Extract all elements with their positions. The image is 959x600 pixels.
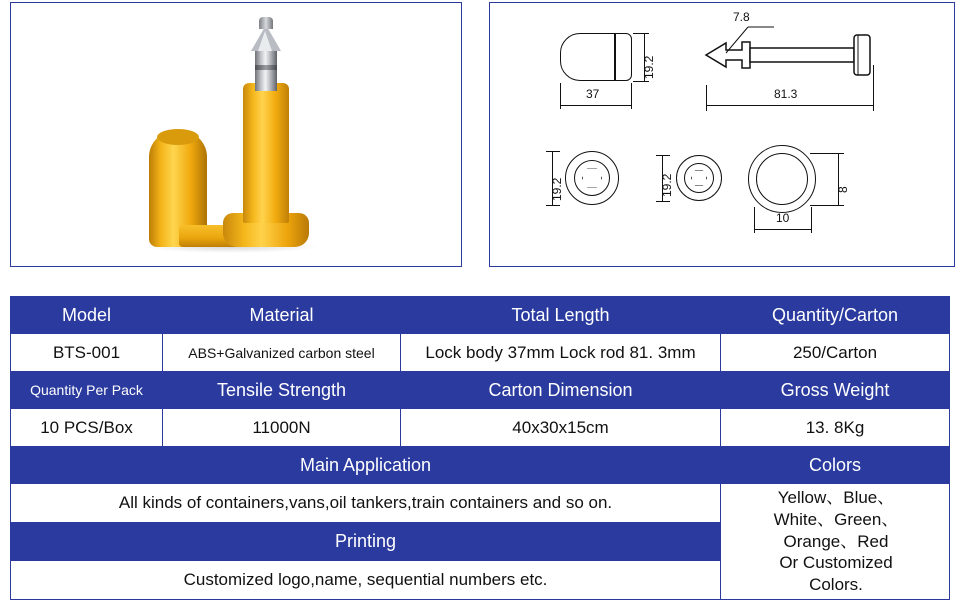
dim-line-total-length [706,105,874,106]
colors-line-1: Yellow、Blue、 [777,488,895,507]
dim-line-bore-depth [838,153,839,205]
value-tensile-strength: 11000N [163,409,401,447]
dim-ext-bore-top [810,153,844,154]
header-printing: Printing [11,522,721,560]
value-main-application: All kinds of containers,vans,oil tankers,train containers and so on. [11,484,721,523]
bolt-seal-photo [11,3,461,266]
colors-line-2: White、Green、 [773,509,899,529]
header-quantity-per-pack: Quantity Per Pack [11,372,163,409]
technical-drawing-panel [489,2,955,267]
dim-line-bore-dia [754,229,812,230]
value-model: BTS-001 [11,334,163,372]
image-panels [0,0,959,272]
header-model: Model [11,297,163,334]
dim-text-lockbody-diameter: 19.2 [642,55,656,79]
value-quantity-per-pack: 10 PCS/Box [11,409,163,447]
table-row-main-application-value [11,484,950,523]
seal-metal-pin-shaft [255,49,277,91]
value-printing: Customized logo,name, sequential numbers etc. [11,560,721,599]
lock-body-end-line [614,33,616,81]
product-photo-panel [10,2,462,267]
dim-text-lockbody-length: 37 [586,87,600,101]
value-quantity-carton: 250/Carton [721,334,950,372]
dim-text-front-diameter: 19.2 [550,177,564,201]
lock-body-side-view [560,33,632,81]
technical-drawing [490,3,954,266]
seal-metal-pin-cone-highlight [258,31,272,51]
value-colors [721,484,950,600]
value-material: ABS+Galvanized carbon steel [163,334,401,372]
header-tensile-strength: Tensile Strength [163,372,401,409]
table-row-headers-1 [11,297,950,334]
table-row-main-application-header [11,447,950,484]
dim-line-lockbody-length [560,105,632,106]
seal-metal-pin-groove [255,65,277,70]
dim-ext-lockbody-right [631,83,632,109]
dim-ext-bore-right [811,207,812,233]
header-total-length: Total Length [401,297,721,334]
header-quantity-carton: Quantity/Carton [721,297,950,334]
table-row-values-2 [11,409,950,447]
dim-leader-pin-head [718,9,788,59]
dim-ext-lockbody-left [560,83,561,109]
dim-text-bore-depth: 8 [836,186,850,193]
dim-ext-bore-bottom [810,205,844,206]
dim-text-bore-diameter: 10 [776,211,790,225]
dim-text-total-length: 81.3 [774,87,798,101]
colors-line-5: Colors. [809,575,863,594]
colors-line-4: Or Customized [779,553,893,573]
dim-text-rear-diameter: 19.2 [660,173,674,197]
header-main-application: Main Application [11,447,721,484]
dim-ext-rear-bottom [656,201,670,202]
table-row-headers-2 [11,372,950,409]
header-gross-weight: Gross Weight [721,372,950,409]
colors-line-3: Orange、Red [783,531,889,551]
seal-rod-sleeve [243,83,289,223]
table-row-values-1 [11,334,950,372]
value-total-length: Lock body 37mm Lock rod 81. 3mm [401,334,721,372]
lock-body-barrel-top [157,129,199,145]
dim-ext-front-top [546,151,560,152]
dim-ext-total-right [873,65,874,111]
dim-ext-rear-top [656,155,670,156]
bore-view-circle-inner [756,153,808,205]
dim-ext-total-left [706,85,707,111]
specification-table [10,296,950,600]
header-material: Material [163,297,401,334]
dim-ext-bore-left [754,207,755,233]
header-colors: Colors [721,447,950,484]
dim-ext-lockbody-bottom [633,81,649,82]
dim-ext-front-bottom [546,205,560,206]
seal-metal-pin-tip [259,17,273,29]
header-carton-dimension: Carton Dimension [401,372,721,409]
dim-ext-lockbody-top [633,33,649,34]
value-gross-weight: 13. 8Kg [721,409,950,447]
dim-text-pin-head-height: 7.8 [733,10,750,24]
value-carton-dimension: 40x30x15cm [401,409,721,447]
